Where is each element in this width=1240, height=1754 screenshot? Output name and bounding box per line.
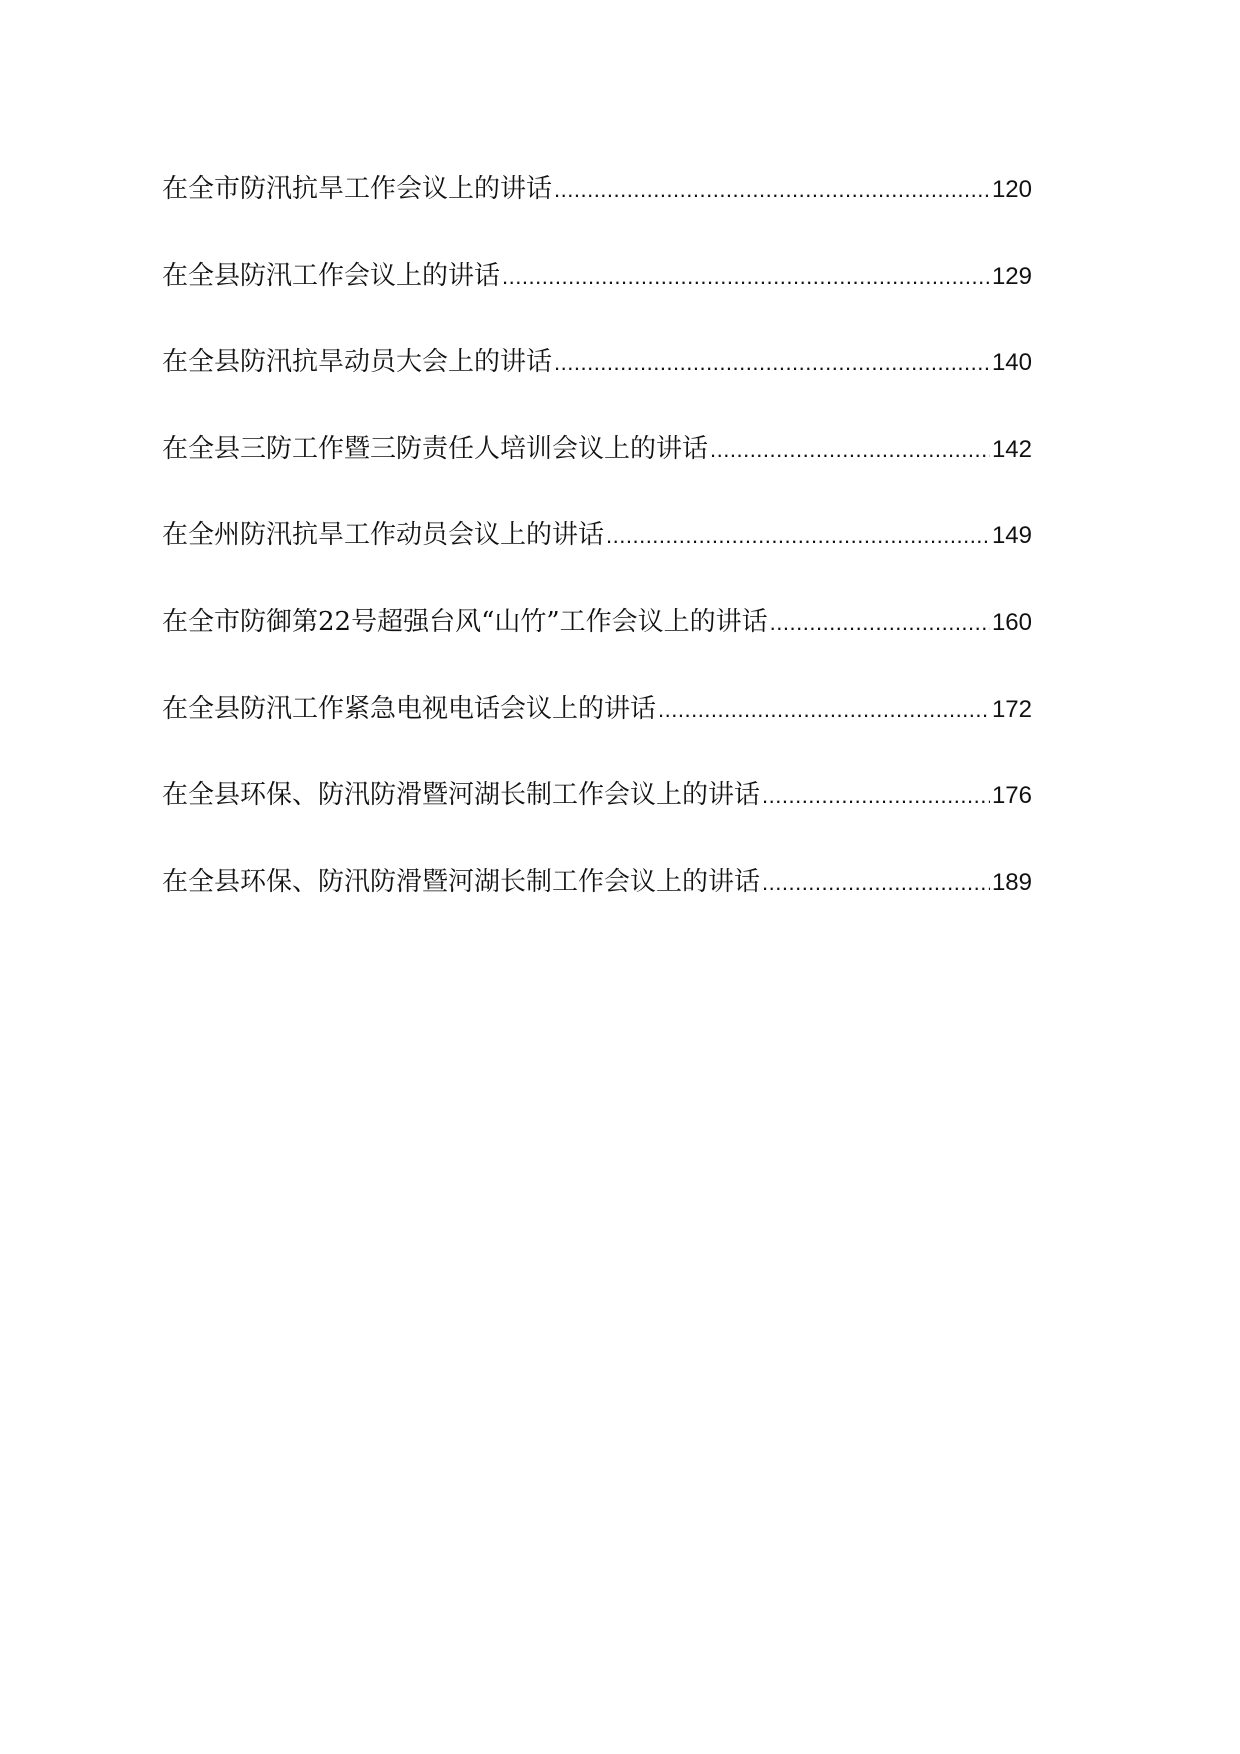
toc-page-number: 140 [991,349,1032,377]
toc-entry[interactable] [162,601,1032,688]
toc-dot-leader [762,783,990,809]
toc-dot-leader [770,610,990,636]
toc-page-number: 129 [991,262,1032,290]
toc-entry-title: 在全市防汛抗旱工作会议上的讲话 [162,174,553,204]
toc-dot-leader [762,870,990,896]
toc-dot-leader [554,350,990,376]
toc-dot-leader [502,264,990,290]
toc-entry[interactable] [162,168,1032,255]
toc-dot-leader [554,177,990,203]
toc-page-number: 142 [991,435,1032,463]
toc-entry[interactable] [162,514,1032,601]
toc-entry-title: 在全县防汛抗旱动员大会上的讲话 [162,347,553,378]
toc-page-number: 189 [991,868,1032,896]
toc-entry-title: 在全县三防工作暨三防责任人培训会议上的讲话 [162,433,709,464]
toc-entry-title: 在全市防御第22号超强台风“山竹”工作会议上的讲话 [162,606,768,637]
toc-entry-title: 在全县环保、防汛防滑暨河湖长制工作会议上的讲话 [162,780,761,811]
toc-entry[interactable] [162,774,1032,861]
toc-entry-title: 在全县防汛工作会议上的讲话 [162,260,501,291]
toc-page-number: 176 [991,782,1032,810]
toc-entry[interactable] [162,861,1032,948]
toc-dot-leader [658,697,990,723]
toc-page-number: 120 [991,176,1032,203]
toc-entry-title: 在全县防汛工作紧急电视电话会议上的讲话 [162,693,657,724]
toc-page-number: 172 [991,695,1032,723]
toc-entry[interactable] [162,255,1032,342]
toc-page-number: 160 [991,608,1032,636]
toc-dot-leader [710,437,990,463]
toc-page-number: 149 [991,522,1032,550]
table-of-contents [162,168,1032,947]
toc-entry[interactable] [162,688,1032,775]
toc-entry[interactable] [162,428,1032,515]
toc-entry-title: 在全县环保、防汛防滑暨河湖长制工作会议上的讲话 [162,866,761,897]
toc-entry-title: 在全州防汛抗旱工作动员会议上的讲话 [162,520,605,551]
toc-entry[interactable] [162,341,1032,428]
toc-dot-leader [606,523,990,549]
